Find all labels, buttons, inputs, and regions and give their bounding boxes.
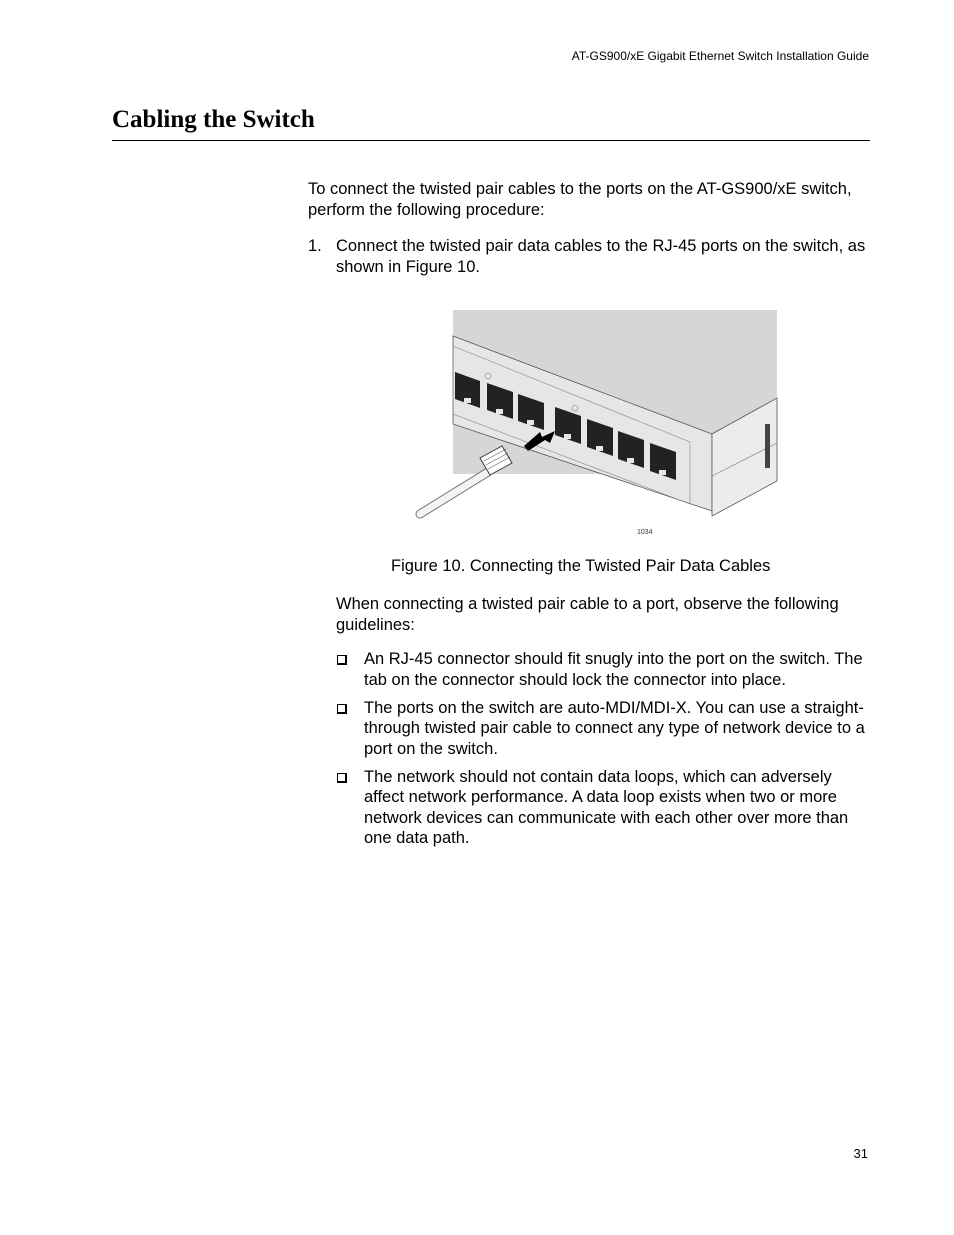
switch-illustration bbox=[412, 306, 782, 542]
guidelines-intro: When connecting a twisted pair cable to a port, observe the following guidelines: bbox=[336, 595, 839, 634]
checkbox-bullet-icon bbox=[336, 649, 364, 690]
figure-caption: Figure 10. Connecting the Twisted Pair Data Cables bbox=[391, 557, 771, 575]
guideline-text: The ports on the switch are auto-MDI/MDI-X. You can use a straight-through twisted pair cable to connect any type of network device to a port on the switch. bbox=[364, 698, 865, 758]
title-rule bbox=[112, 140, 870, 141]
checkbox-bullet-icon bbox=[336, 767, 364, 849]
switch-cabling-figure bbox=[412, 306, 782, 542]
procedure-step bbox=[308, 236, 873, 277]
running-header: AT-GS900/xE Gigabit Ethernet Switch Installation Guide bbox=[571, 49, 869, 63]
list-item bbox=[336, 767, 876, 849]
step-text: Connect the twisted pair data cables to the RJ-45 ports on the switch, as shown in Figure 10. bbox=[336, 237, 866, 276]
list-item bbox=[336, 698, 876, 760]
section-title: Cabling the Switch bbox=[112, 106, 315, 133]
figure-id-label: 1034 bbox=[637, 529, 653, 536]
list-item bbox=[336, 649, 876, 690]
intro-paragraph: To connect the twisted pair cables to the ports on the AT-GS900/xE switch, perform the following procedure: bbox=[308, 180, 852, 219]
step-number: 1. bbox=[308, 237, 322, 255]
guideline-text: The network should not contain data loops, which can adversely affect network performance. A data loop exists when two or more network devices can communicate with each other over more than one data path. bbox=[364, 767, 849, 847]
guidelines-list bbox=[336, 649, 876, 856]
page-number: 31 bbox=[853, 1146, 868, 1161]
checkbox-bullet-icon bbox=[336, 698, 364, 760]
guideline-text: An RJ-45 connector should fit snugly into the port on the switch. The tab on the connector should lock the connector into place. bbox=[364, 650, 863, 689]
